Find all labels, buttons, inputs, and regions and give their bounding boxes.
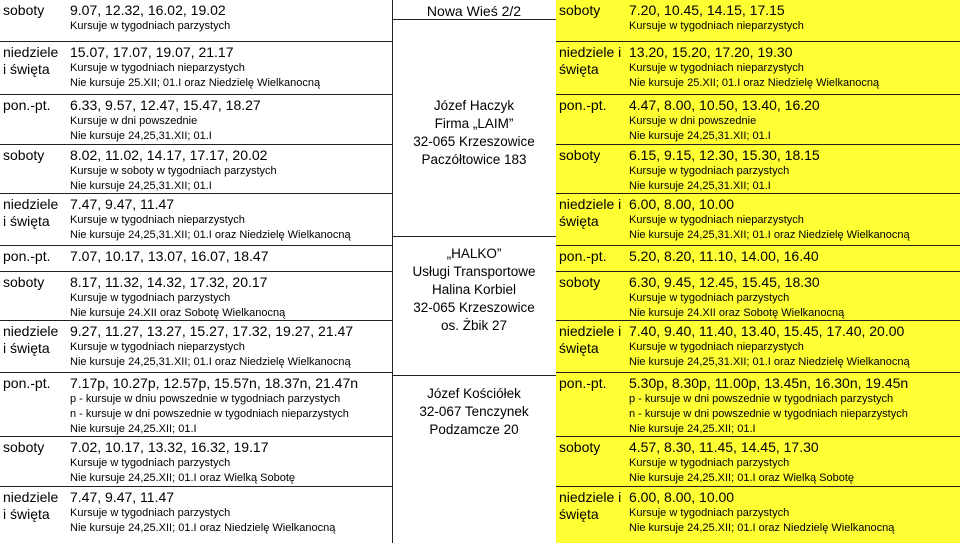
- departure-times: 7.40, 9.40, 11.40, 13.40, 15.45, 17.40, 20.00: [629, 323, 905, 339]
- departures: [70, 196, 390, 243]
- day-label: pon.-pt.: [3, 375, 51, 391]
- carrier-line: Halina Korbiel: [431, 282, 517, 297]
- schedule-note: Nie kursuje 24,25,31.XII; 01.I: [629, 180, 771, 192]
- departure-times: 7.17p, 10.27p, 12.57p, 15.57n, 18.37n, 21.47n: [70, 375, 359, 391]
- schedule-note: Kursuje w tygodniach parzystych: [70, 292, 231, 304]
- carrier-line: Paczółtowice 183: [421, 152, 527, 167]
- day-label: pon.-pt.: [559, 97, 607, 113]
- departure-times: 6.00, 8.00, 10.00: [629, 489, 735, 505]
- schedule-row: [0, 0, 392, 41]
- schedule-note: n - kursuje w dni powszednie w tygodniach nieparzystych: [629, 408, 908, 420]
- departure-times: 7.47, 9.47, 11.47: [70, 196, 175, 212]
- day-label: niedziele i święta: [3, 196, 59, 229]
- departures: [70, 274, 390, 321]
- schedule-note: Nie kursuje 24,25.XII; 01.I oraz Niedzielę Wielkanocną: [70, 522, 336, 534]
- carrier-info: [392, 245, 556, 335]
- schedule-note: Kursuje w tygodniach nieparzystych: [629, 62, 804, 74]
- departure-times: 15.07, 17.07, 19.07, 21.17: [70, 44, 234, 60]
- carrier-info: [392, 385, 556, 439]
- schedule-note: Kursuje w dni powszednie: [70, 115, 198, 127]
- day-label: soboty: [3, 2, 45, 18]
- departure-times: 9.27, 11.27, 13.27, 15.27, 17.32, 19.27, 21.47: [70, 323, 354, 339]
- departures: [70, 2, 390, 34]
- schedule-note: Kursuje w tygodniach nieparzystych: [70, 214, 245, 226]
- departures: [629, 323, 958, 370]
- schedule-row: [0, 320, 392, 373]
- schedule-row: [556, 245, 960, 272]
- day-label: soboty: [559, 147, 601, 163]
- day-label: niedziele i święta: [559, 44, 622, 77]
- schedule-note: Kursuje w tygodniach nieparzystych: [629, 341, 804, 353]
- carrier-divider: [392, 375, 556, 376]
- departure-times: 8.02, 11.02, 14.17, 17.17, 20.02: [70, 147, 268, 163]
- day-label: soboty: [559, 439, 601, 455]
- schedule-note: Kursuje w tygodniach nieparzystych: [70, 62, 245, 74]
- carrier-line: Józef Haczyk: [433, 98, 515, 113]
- schedule-row: [556, 0, 960, 41]
- schedule-note: Nie kursuje 24,25.XII; 01.I oraz Niedzielę Wielkanocną: [629, 522, 895, 534]
- carrier-line: os. Żbik 27: [440, 318, 508, 333]
- stop-name: Nowa Wieś 2/2: [426, 3, 522, 19]
- departure-times: 6.30, 9.45, 12.45, 15.45, 18.30: [629, 274, 820, 290]
- schedule-row: [0, 94, 392, 145]
- schedule-note: Kursuje w tygodniach nieparzystych: [629, 214, 804, 226]
- schedule-note: Kursuje w soboty w tygodniach parzystych: [70, 165, 277, 177]
- schedule-row: [0, 486, 392, 544]
- day-label: soboty: [3, 439, 45, 455]
- departures: [70, 97, 390, 144]
- departures: [629, 439, 958, 486]
- schedule-note: n - kursuje w dni powszednie w tygodniach nieparzystych: [70, 408, 349, 420]
- carrier-divider: [392, 236, 556, 237]
- schedule-note: Nie kursuje 25.XII; 01.I oraz Niedzielę Wielkanocną: [629, 77, 880, 89]
- carrier-line: Usługi Transportowe: [412, 264, 536, 279]
- day-label: pon.-pt.: [3, 248, 51, 264]
- carrier-line: 32-065 Krzeszowice: [413, 300, 535, 315]
- carrier-line: 32-065 Krzeszowice: [413, 134, 535, 149]
- day-label: niedziele i święta: [559, 489, 622, 522]
- day-label: soboty: [559, 2, 601, 18]
- schedule-row: [556, 271, 960, 321]
- day-label: niedziele i święta: [3, 44, 59, 77]
- schedule-row: [556, 41, 960, 95]
- departures: [629, 44, 958, 91]
- schedule-row: [0, 193, 392, 246]
- schedule-note: Kursuje w tygodniach parzystych: [70, 20, 231, 32]
- schedule-row: [0, 245, 392, 272]
- departure-times: 8.17, 11.32, 14.32, 17.32, 20.17: [70, 274, 268, 290]
- schedule-note: Kursuje w dni powszednie: [629, 115, 757, 127]
- schedule-note: Kursuje w tygodniach parzystych: [629, 165, 790, 177]
- departure-times: 7.47, 9.47, 11.47: [70, 489, 175, 505]
- day-label: soboty: [559, 274, 601, 290]
- departures: [70, 375, 390, 437]
- schedule-row: [0, 372, 392, 437]
- schedule-note: Kursuje w tygodniach parzystych: [629, 292, 790, 304]
- carrier-line: „HALKO”: [446, 246, 502, 261]
- schedule-note: Nie kursuje 24,25,31.XII; 01.I oraz Niedzielę Wielkanocną: [629, 356, 910, 368]
- schedule-row: [556, 94, 960, 145]
- departure-times: 6.33, 9.57, 12.47, 15.47, 18.27: [70, 97, 261, 113]
- schedule-note: Kursuje w tygodniach parzystych: [629, 507, 790, 519]
- departures: [70, 323, 390, 370]
- departures: [70, 248, 390, 265]
- day-label: niedziele i święta: [3, 323, 59, 356]
- departure-times: 7.07, 10.17, 13.07, 16.07, 18.47: [70, 248, 269, 264]
- departure-times: 4.57, 8.30, 11.45, 14.45, 17.30: [629, 439, 819, 455]
- schedule-note: Nie kursuje 24,25,31.XII; 01.I oraz Niedzielę Wielkanocną: [629, 229, 910, 241]
- schedule-row: [556, 193, 960, 246]
- schedule-note: Nie kursuje 24,25,31.XII; 01.I: [629, 130, 771, 142]
- schedule-note: Kursuje w tygodniach parzystych: [629, 457, 790, 469]
- schedule-note: Kursuje w tygodniach nieparzystych: [70, 341, 245, 353]
- departures: [70, 147, 390, 194]
- departures: [629, 375, 958, 437]
- day-label: pon.-pt.: [559, 375, 607, 391]
- day-label: soboty: [3, 147, 45, 163]
- departure-times: 7.20, 10.45, 14.15, 17.15: [629, 2, 785, 18]
- schedule-row: [556, 486, 960, 544]
- departure-times: 6.15, 9.15, 12.30, 15.30, 18.15: [629, 147, 820, 163]
- schedule-row: [0, 41, 392, 95]
- schedule-note: Nie kursuje 24.XII oraz Sobotę Wielkanocną: [629, 307, 845, 319]
- schedule-row: [0, 144, 392, 194]
- departures: [629, 147, 958, 194]
- departure-times: 6.00, 8.00, 10.00: [629, 196, 735, 212]
- departure-times: 4.47, 8.00, 10.50, 13.40, 16.20: [629, 97, 820, 113]
- day-label: niedziele i święta: [559, 323, 622, 356]
- day-label: niedziele i święta: [559, 196, 622, 229]
- day-label: niedziele i święta: [3, 489, 59, 522]
- schedule-row: [0, 271, 392, 321]
- schedule-note: Kursuje w tygodniach parzystych: [70, 457, 231, 469]
- departure-times: 5.30p, 8.30p, 11.00p, 13.45n, 16.30n, 19.45n: [629, 375, 909, 391]
- carrier-info: [392, 97, 556, 169]
- departures: [629, 196, 958, 243]
- departures: [629, 489, 958, 536]
- schedule-note: Nie kursuje 24,25,31.XII; 01.I: [70, 130, 212, 142]
- schedule-note: Nie kursuje 24,25.XII; 01.I: [629, 423, 756, 435]
- schedule-note: Nie kursuje 24,25.XII; 01.I: [70, 423, 197, 435]
- carrier-line: Firma „LAIM”: [434, 116, 514, 131]
- carrier-divider: [392, 19, 556, 20]
- carrier-line: Józef Kościółek: [427, 386, 521, 401]
- departures: [70, 44, 390, 91]
- schedule-note: Kursuje w tygodniach parzystych: [70, 507, 231, 519]
- schedule-note: Nie kursuje 24,25.XII; 01.I oraz Wielką Sobotę: [70, 472, 296, 484]
- carrier-line: 32-067 Tenczynek: [419, 404, 529, 419]
- schedule-note: Nie kursuje 24,25,31.XII; 01.I: [70, 180, 212, 192]
- departures: [629, 97, 958, 144]
- day-label: pon.-pt.: [559, 248, 607, 264]
- schedule-note: p - kursuje w dniu powszednie w tygodniach parzystych: [70, 393, 341, 405]
- schedule-row: [556, 144, 960, 194]
- departure-times: 9.07, 12.32, 16.02, 19.02: [70, 2, 226, 18]
- schedule-note: Nie kursuje 24,25,31.XII; 01.I oraz Niedzielę Wielkanocną: [70, 229, 351, 241]
- schedule-row: [556, 320, 960, 373]
- schedule-note: p - kursuje w dni powszednie w tygodniach parzystych: [629, 393, 894, 405]
- schedule-note: Nie kursuje 24,25.XII; 01.I oraz Wielką Sobotę: [629, 472, 855, 484]
- schedule-note: Nie kursuje 25.XII; 01.I oraz Niedzielę Wielkanocną: [70, 77, 321, 89]
- day-label: soboty: [3, 274, 45, 290]
- departures: [629, 248, 958, 265]
- schedule-note: Nie kursuje 24,25,31.XII; 01.I oraz Niedzielę Wielkanocną: [70, 356, 351, 368]
- departures: [70, 439, 390, 486]
- schedule-note: Nie kursuje 24.XII oraz Sobotę Wielkanocną: [70, 307, 286, 319]
- carrier-line: Podzamcze 20: [429, 422, 519, 437]
- schedule-row: [0, 436, 392, 487]
- departure-times: 13.20, 15.20, 17.20, 19.30: [629, 44, 793, 60]
- departures: [629, 274, 958, 321]
- departures: [70, 489, 390, 536]
- day-label: pon.-pt.: [3, 97, 51, 113]
- departure-times: 5.20, 8.20, 11.10, 14.00, 16.40: [629, 248, 819, 264]
- departures: [629, 2, 958, 34]
- departure-times: 7.02, 10.17, 13.32, 16.32, 19.17: [70, 439, 269, 455]
- schedule-row: [556, 436, 960, 487]
- schedule-note: Kursuje w tygodniach nieparzystych: [629, 20, 804, 32]
- timetable-right-column: [556, 0, 960, 543]
- schedule-row: [556, 372, 960, 437]
